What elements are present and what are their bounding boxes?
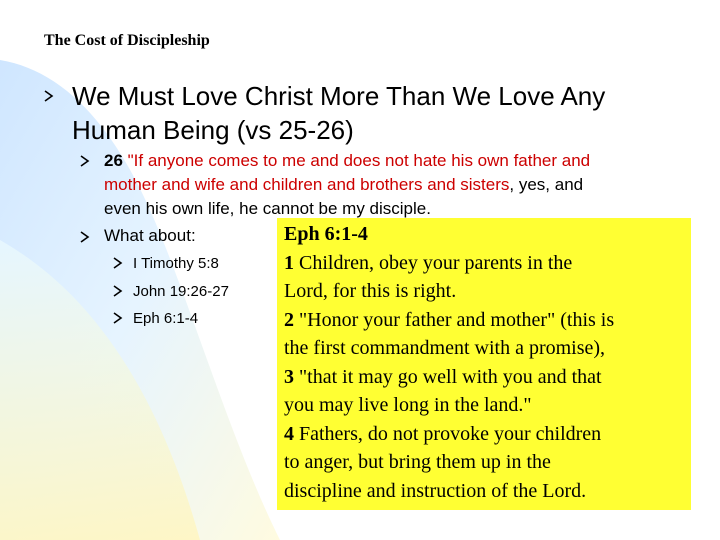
popup-verse-text: the first commandment with a promise), bbox=[284, 337, 606, 359]
main-point-line-2: Human Being (vs 25-26) bbox=[72, 115, 354, 145]
popup-verse-text: you may live long in the land." bbox=[284, 394, 532, 416]
verse-number: 26 bbox=[104, 151, 123, 170]
main-point-heading bbox=[72, 79, 692, 147]
arrow-bullet-icon bbox=[113, 285, 123, 297]
verse-line-1 bbox=[104, 149, 704, 173]
scripture-popup-box bbox=[277, 218, 691, 510]
popup-line bbox=[284, 277, 685, 306]
what-about-label: What about: bbox=[104, 226, 196, 245]
main-point-line-1: We Must Love Christ More Than We Love Any bbox=[72, 81, 606, 111]
popup-verse-text: Fathers, do not provoke your children bbox=[294, 422, 602, 445]
verse-26-quote bbox=[104, 149, 704, 221]
verse-line-2 bbox=[104, 173, 704, 197]
arrow-bullet-icon bbox=[113, 257, 123, 269]
popup-line bbox=[284, 420, 685, 449]
reference-item-eph: Eph 6:1-4 bbox=[133, 310, 199, 327]
popup-verse-text: Lord, for this is right. bbox=[284, 280, 457, 302]
popup-verse-text: discipline and instruction of the Lord. bbox=[284, 479, 587, 502]
arrow-bullet-icon bbox=[44, 90, 54, 102]
verse-black-text-3: even his own life, he cannot be my disciple. bbox=[104, 199, 431, 218]
popup-verse-number: 2 bbox=[284, 308, 294, 331]
popup-line bbox=[284, 477, 685, 506]
popup-line bbox=[284, 391, 685, 420]
popup-line bbox=[284, 249, 685, 278]
reference-item-john: John 19:26-27 bbox=[133, 283, 229, 300]
popup-line bbox=[284, 363, 685, 392]
slide-header-title: The Cost of Discipleship bbox=[44, 32, 210, 49]
arrow-bullet-icon bbox=[80, 231, 90, 243]
popup-verse-number: 1 bbox=[284, 251, 294, 274]
popup-line bbox=[284, 306, 685, 335]
popup-verse-text: to anger, but bring them up in the bbox=[284, 451, 551, 473]
popup-verse-number: 3 bbox=[284, 365, 294, 388]
popup-line bbox=[284, 334, 685, 363]
popup-verse-text: "Honor your father and mother" (this is bbox=[294, 308, 615, 331]
popup-title: Eph 6:1-4 bbox=[284, 223, 368, 245]
popup-line bbox=[284, 448, 685, 477]
popup-verse-number: 4 bbox=[284, 422, 294, 445]
verse-red-text-1: "If anyone comes to me and does not hate his own father and bbox=[122, 151, 591, 170]
verse-black-text-2: , yes, and bbox=[509, 175, 584, 194]
popup-verse-text: "that it may go well with you and that bbox=[294, 365, 602, 388]
verse-red-text-2: mother and wife and children and brothers and sisters bbox=[104, 175, 510, 194]
reference-item-timothy: I Timothy 5:8 bbox=[133, 255, 219, 272]
arrow-bullet-icon bbox=[80, 155, 90, 167]
arrow-bullet-icon bbox=[113, 312, 123, 324]
popup-verse-text: Children, obey your parents in the bbox=[294, 251, 573, 274]
